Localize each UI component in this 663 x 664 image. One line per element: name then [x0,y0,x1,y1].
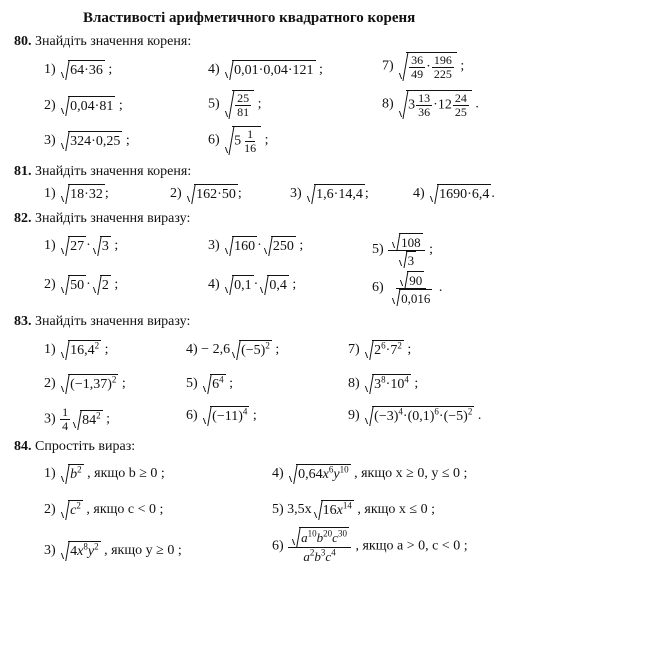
punct: ; [108,62,113,78]
item-label: 3) [290,186,302,202]
ex80-item-3 [44,131,130,151]
base: 16,4 [70,343,95,358]
exponent: 2 [397,340,402,351]
numerator: 24 [454,91,467,105]
fraction [388,270,434,306]
exercise-83-header [14,313,190,331]
punct: ; [275,342,280,358]
item-label: 4) [272,466,284,482]
ex80-item-1 [44,60,112,80]
item-label: 4) [208,62,220,78]
ex84-item-5 [272,500,435,520]
sqrt: $3^8\cdot 10^4$ [363,374,411,394]
radicand: 0,1 [232,275,254,295]
numerator: 25 [237,91,250,105]
radicand: 2 [100,275,111,295]
punct: ; [125,133,130,149]
item-label: 2) [44,277,56,293]
fraction [409,54,425,81]
exercise-number: 81. [14,164,32,179]
item-label: 4) [413,186,425,202]
numerator: 1 [62,405,69,419]
radicand: 1690·6,4 [437,184,491,204]
sqrt: $2^6\cdot 7^2$ [363,340,404,360]
ex82-item-1: 1) 27 · 3 ; [44,236,118,256]
item-label: 5) [208,96,220,112]
sqrt [59,374,118,394]
sqrt [201,406,249,426]
base: (−1,37) [70,377,112,392]
item-label: 8) [348,376,360,392]
exponent: 2 [94,340,100,351]
ex84-item-1 [44,464,165,484]
radicand: 0,01·0,04·121 [232,60,315,80]
item-label: 3) [208,238,220,254]
item-label: 6) [208,132,220,148]
ex82-item-4: 4) 0,1 · 0,4 ; [208,275,296,295]
punct: ; [257,96,262,112]
radicand: 250 [271,236,296,256]
base: (−5) [241,343,266,358]
exponent: 6 [434,406,439,417]
ex82-item-6 [372,270,442,306]
ex83-item-5 [186,374,233,394]
item-label: 6) [372,280,384,296]
condition: , якщо x ≤ 0 ; [357,502,435,518]
sqrt: $b^2$ [59,464,84,484]
radicand: 162·50 [194,184,238,204]
numerator: 13 [418,91,431,105]
item-label: 5) [272,502,284,518]
exponent: 2 [265,340,270,351]
item-label: 8) [382,96,394,112]
whole-part: 5 [234,133,242,149]
sqrt [390,289,432,306]
sqrt: 3 $\frac{13}{36}$ ·12 $\frac{24}{25}$ [397,90,472,119]
base: 84 [82,412,97,428]
exercise-heading: Знайдіть значення кореня: [35,164,192,179]
fraction [235,92,251,119]
sqrt [390,233,423,250]
sqrt [398,271,424,288]
sqrt [59,131,122,151]
ex84-item-2 [44,500,163,520]
whole-part: 3 [408,97,416,113]
whole-part: 12 [437,97,452,113]
radicand: 3 [100,236,111,256]
item-label: 1) [44,238,56,254]
base: (−5) [443,409,468,424]
ex80-item-8 [382,90,479,119]
exercise-number: 84. [14,439,32,454]
punct: ; [252,408,257,424]
exercise-number: 80. [14,34,32,49]
item-label: 1) [44,466,56,482]
denominator: 25 [454,105,467,119]
exponent: 2 [96,409,101,420]
sqrt [201,374,226,394]
fraction [60,406,70,433]
item-label: 7) [348,342,360,358]
condition: , якщо y ≥ 0 ; [104,543,182,559]
punct: ; [104,186,109,202]
ex82-item-3: 3) 160 · 250 ; [208,236,303,256]
radicand: 0,4 [267,275,289,295]
numerator: 196 [433,53,452,67]
exercise-heading: Спростіть вираз: [35,439,136,454]
sqrt [59,184,105,204]
punct: ; [364,186,369,202]
exercise-heading: Знайдіть значення виразу: [35,314,191,329]
ex83-item-8 [348,374,418,394]
exponent: 2 [111,374,117,385]
sqrt: $16x^{14}$ [312,500,354,520]
fraction [242,128,258,155]
radicand: 160 [232,236,257,256]
sqrt: $c^2$ [59,500,83,520]
sqrt [397,251,417,268]
numerator: 36 [411,53,424,67]
exercise-number: 82. [14,211,32,226]
punct: ; [118,98,123,114]
condition: , якщо a > 0, c < 0 ; [355,538,468,554]
item-label: 2) [170,186,182,202]
denominator: 81 [237,105,250,119]
item-label: 3) [44,411,56,427]
sqrt [223,275,254,295]
punct: ; [264,132,269,148]
punct: . [477,408,482,424]
base: (0,1) [407,409,435,424]
exercise-heading: Знайдіть значення виразу: [35,211,191,226]
item-label: 1) [44,342,56,358]
exercise-81-header [14,163,191,181]
sqrt [59,340,101,360]
exponent: 4 [398,406,403,417]
item-label: 5) [372,242,384,258]
radicand: 18·32 [68,184,105,204]
punct: ; [292,277,297,293]
base: (−11) [212,409,243,424]
ex83-item-9 [348,406,481,426]
item-label: 4) [186,342,198,358]
item-label: 3) [44,543,56,559]
exponent: 8 [381,374,386,385]
ex83-item-7 [348,340,411,360]
item-label: 6) [272,538,284,554]
punct: ; [114,238,119,254]
sqrt [223,236,257,256]
coefficient: − 2,6 [201,342,231,358]
punct: ; [106,411,111,427]
punct: ; [104,342,109,358]
item-label: 4) [208,277,220,293]
sqrt: $\frac{36}{49}$ · $\frac{196}{225}$ [397,52,457,81]
ex80-item-5 [208,90,262,119]
ex81-item-4 [413,184,495,204]
item-label: 2) [44,98,56,114]
exercise-80-header [14,33,191,51]
fraction [432,54,454,81]
sqrt: $0,64x^6y^{10}$ [287,464,350,484]
fraction [388,232,425,268]
ex84-item-3 [44,541,182,561]
base: 7 [390,343,398,358]
item-label: 6) [186,408,198,424]
page-title: Властивості арифметичного квадратного кореня [83,10,416,26]
item-label: 2) [44,376,56,392]
radicand: 0,016 [401,291,431,307]
sqrt [262,236,296,256]
sqrt [91,275,111,295]
fraction [416,92,432,119]
exercise-84-header [14,438,135,456]
ex81-item-1 [44,184,109,204]
item-label: 1) [44,186,56,202]
ex82-item-5 [372,232,433,268]
punct: ; [460,58,465,74]
punct: ; [229,376,234,392]
radicand: 3 [407,253,415,269]
base: 3 [374,377,382,392]
ex81-item-3 [290,184,369,204]
punct: ; [121,376,126,392]
denominator: 36 [418,105,431,119]
ex83-item-3 [44,406,110,433]
ex82-item-2: 2) 50 · 2 ; [44,275,118,295]
base: 6 [212,377,220,392]
item-label: 9) [348,408,360,424]
exercise-number: 83. [14,314,32,329]
fraction [453,92,469,119]
sqrt [59,96,115,116]
ex83-item-6 [186,406,257,426]
punct: ; [237,186,242,202]
ex80-item-4 [208,60,323,80]
radicand: 0,04·81 [68,96,115,116]
punct: . [491,186,495,202]
condition: , якщо b ≥ 0 ; [87,466,165,482]
punct: ; [299,238,304,254]
base: (−3) [374,409,399,424]
coefficient: 3,5x [287,502,312,518]
condition: , якщо x ≥ 0, y ≤ 0 ; [354,466,468,482]
exponent: 6 [381,340,386,351]
exercise-82-header [14,210,190,228]
exponent: 4 [219,374,224,385]
denominator: 4 [62,419,69,433]
sqrt [59,236,86,256]
exponent: 4 [242,406,248,417]
condition: , якщо c < 0 ; [86,502,164,518]
sqrt: $(-3)^4\cdot(0,1)^6\cdot(-5)^2$ [363,406,474,426]
radicand: 27 [68,236,86,256]
item-label: 2) [44,502,56,518]
ex81-item-2 [170,184,242,204]
ex84-item-4 [272,464,467,484]
sqrt [223,90,254,119]
radicand: 50 [68,275,86,295]
sqrt [185,184,238,204]
sqrt [59,275,86,295]
item-label: 3) [44,133,56,149]
punct: . [475,96,479,112]
item-label: 7) [382,58,394,74]
ex84-item-6 [272,527,468,566]
punct: ; [319,62,323,78]
denominator: 225 [433,67,452,81]
item-label: 5) [186,376,198,392]
punct: ; [114,277,119,293]
sqrt: $4x^8y^2$ [59,541,100,561]
sqrt [258,275,289,295]
ex80-item-7 [382,52,464,81]
exponent: 2 [467,406,473,417]
exponent: 4 [404,374,409,385]
punct: ; [414,376,419,392]
sqrt [428,184,491,204]
ex83-item-1 [44,340,109,360]
ex80-item-6 [208,126,269,155]
fraction: $\frac{a^{10}b^{20}c^{30}}{a^2b^3c^4}$ [288,527,351,566]
punct: ; [429,242,434,258]
base: 2 [374,343,382,358]
denominator: 49 [411,67,424,81]
sqrt [71,410,103,430]
ex83-item-4 [186,340,279,360]
radicand: 324·0,25 [68,131,122,151]
sqrt [230,340,272,360]
base: 10 [390,377,405,392]
sqrt [223,126,261,155]
punct: . [438,280,443,296]
radicand: 1,6·14,4 [314,184,365,204]
radicand: 108 [401,234,421,250]
sqrt: $a^{10}b^{20}c^{30}$ [290,527,349,547]
numerator: 1 [247,127,254,141]
sqrt [305,184,365,204]
item-label: 1) [44,62,56,78]
ex80-item-2 [44,96,123,116]
exercise-heading: Знайдіть значення кореня: [35,34,192,49]
sqrt [59,60,105,80]
radicand: 64·36 [68,60,105,80]
ex83-item-2 [44,374,126,394]
radicand: 90 [409,272,423,288]
sqrt [223,60,315,80]
sqrt [91,236,111,256]
punct: ; [407,342,412,358]
denominator: 16 [244,141,257,155]
